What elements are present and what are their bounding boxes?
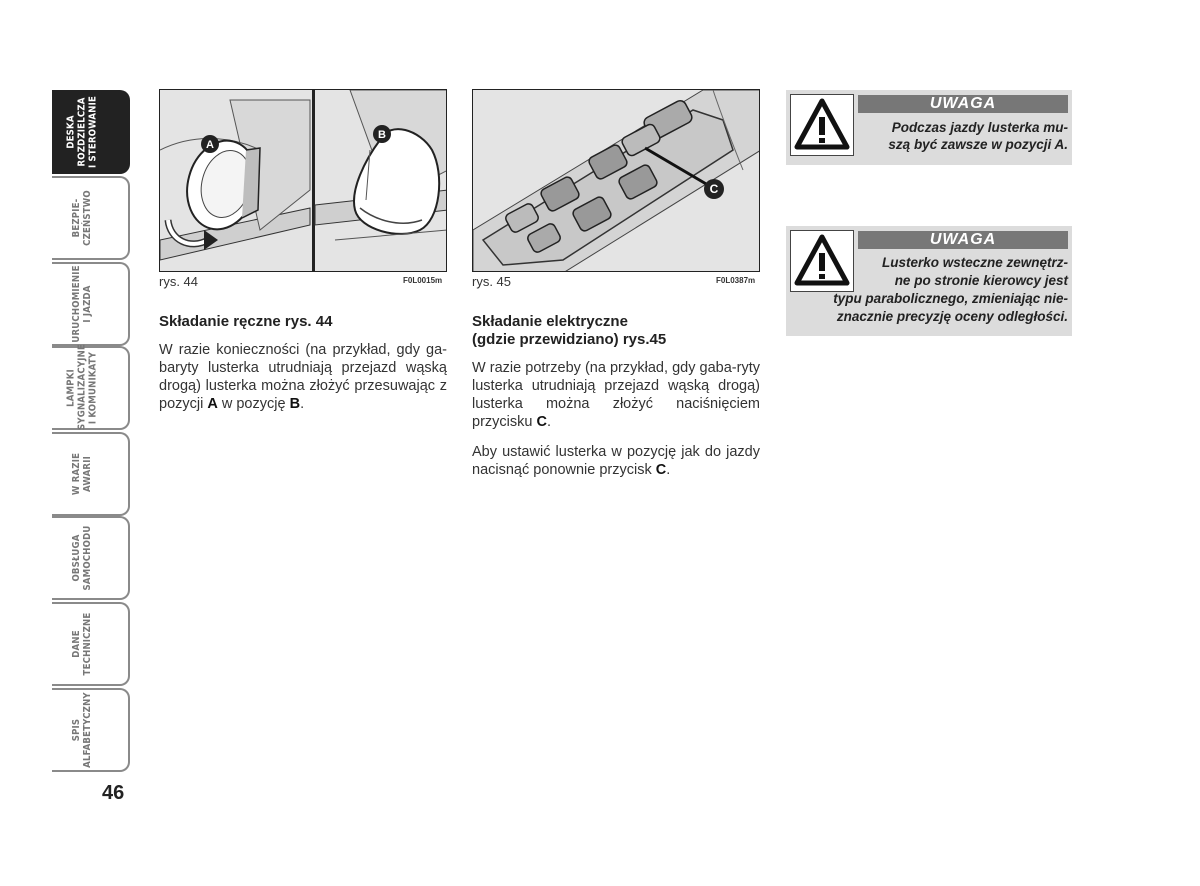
- figure-44-code: F0L0015m: [403, 276, 443, 285]
- figure-44-mirror-folding: [159, 89, 447, 272]
- warning-box-2: [786, 226, 1072, 336]
- switch-panel-illustration: [473, 90, 760, 272]
- tab-label: W RAZIE AWARII: [71, 452, 93, 496]
- section-electric-folding: [472, 313, 760, 491]
- figure-45-caption: rys. 45: [472, 274, 512, 289]
- tab-bezpieczenstwo[interactable]: [52, 176, 130, 260]
- tab-uruchomienie[interactable]: [52, 262, 130, 346]
- label-c: C: [709, 182, 719, 196]
- warning-text-line: typu parabolicznego, zmieniając nie-: [833, 291, 1068, 306]
- tab-deska-rozdzielcza[interactable]: [52, 90, 130, 174]
- paragraph: Aby ustawić lusterka w pozycję jak do jazdy nacisnąć ponownie przycisk C.: [472, 444, 760, 478]
- warning-icon: [790, 230, 854, 292]
- section-heading: Składanie ręczne rys. 44: [159, 313, 333, 330]
- tab-label: SPIS ALFABETYCZNY: [71, 692, 93, 768]
- warning-title: UWAGA: [858, 95, 1068, 113]
- tab-lampki[interactable]: [52, 346, 130, 430]
- tab-label: DESKA ROZDZIELCZA I STEROWANIE: [65, 96, 99, 169]
- warning-icon: [790, 94, 854, 156]
- warning-text-line: Lusterko wsteczne zewnętrz-: [881, 255, 1068, 270]
- warning-box-1: [786, 90, 1072, 165]
- paragraph: W razie potrzeby (na przykład, gdy gaba-ryty lusterka utrudniają przejazd wąską drogą) lusterka można złożyć naciśnięciem przycisku C.: [472, 360, 760, 430]
- tab-label: OBSŁUGA SAMOCHODU: [71, 525, 93, 591]
- tab-w-razie-awarii[interactable]: [52, 432, 130, 516]
- tab-label: URUCHOMIENIE I JAZDA: [71, 265, 93, 343]
- tab-label: DANE TECHNICZNE: [71, 612, 93, 676]
- label-a: A: [206, 139, 214, 151]
- warning-text-line: Podczas jazdy lusterka mu-: [891, 120, 1068, 135]
- tab-label: LAMPKI SYGNALIZACYJNE I KOMUNIKATY: [65, 344, 99, 430]
- tab-label: BEZPIE- CZEŃSTWO: [71, 190, 93, 246]
- figure-45-code: F0L0387m: [716, 276, 756, 285]
- warning-text-line: szą być zawsze w pozycji A.: [888, 137, 1068, 152]
- paragraph: W razie konieczności (na przykład, gdy ga-baryty lusterka utrudniają przejazd wąską drogą) lusterka można złożyć przesuwając z pozycji A w pozycję B.: [159, 342, 447, 412]
- warning-text-line: znacznie precyzję oceny odległości.: [836, 309, 1068, 324]
- figure-44-caption: rys. 44: [159, 274, 199, 289]
- warning-text-line: ne po stronie kierowcy jest: [894, 273, 1068, 288]
- page-number: 46: [102, 782, 125, 804]
- section-manual-folding: [159, 313, 447, 425]
- tab-dane-techniczne[interactable]: [52, 602, 130, 686]
- mirror-illustration: [160, 90, 447, 272]
- section-heading: Składanie elektryczne (gdzie przewidziano) rys.45: [472, 313, 667, 348]
- tab-obsluga[interactable]: [52, 516, 130, 600]
- tab-spis-alfabetyczny[interactable]: [52, 688, 130, 772]
- figure-45-switch-panel: [472, 89, 760, 272]
- label-b: B: [378, 129, 386, 141]
- warning-title: UWAGA: [858, 231, 1068, 249]
